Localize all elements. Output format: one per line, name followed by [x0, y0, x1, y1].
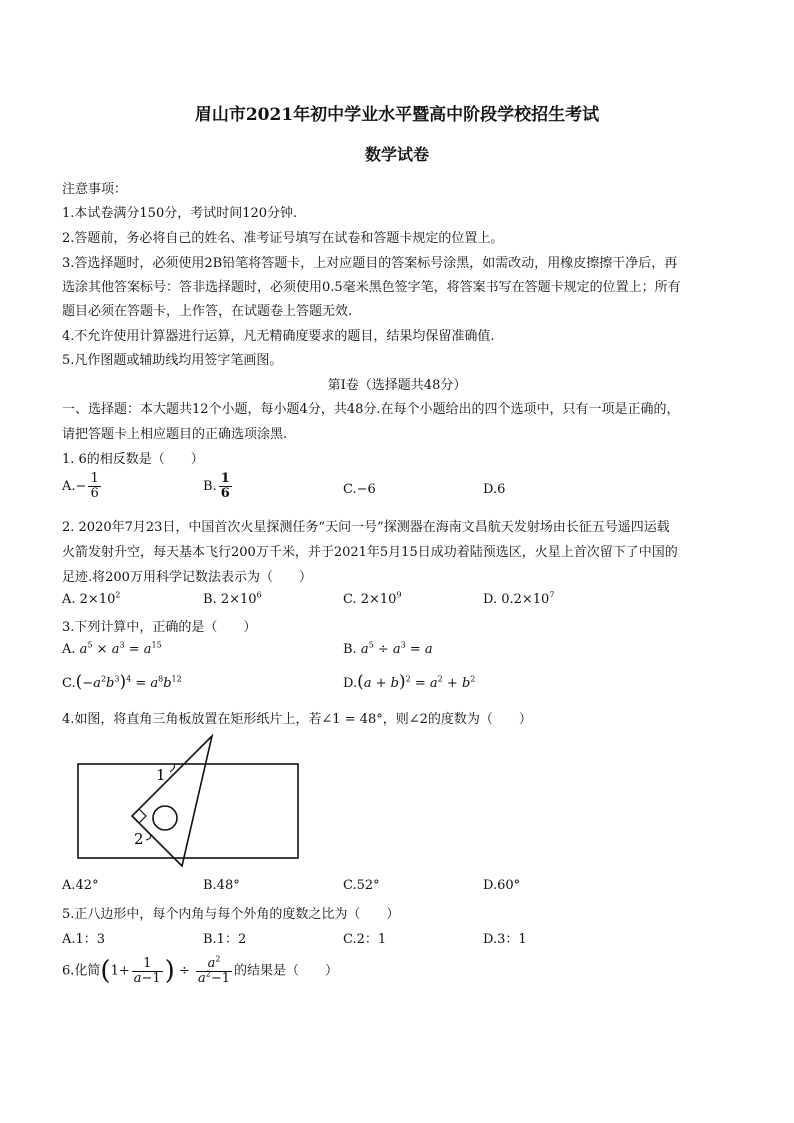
q2-option-c: C. $2\times 10^9$	[343, 590, 402, 607]
angle2-label: 2	[134, 830, 144, 848]
q4-option-a: A.42°	[62, 878, 99, 893]
note-line: 5.凡作图题或辅助线均用签字笔画图。	[62, 353, 283, 368]
q3-option-b: B. $a^5 \div a^3 = a$	[343, 640, 433, 657]
q4-option-c: C.52°	[343, 878, 380, 893]
note-line: 题目必须在答题卡，上作答，在试题卷上答题无效.	[62, 304, 353, 319]
part1-heading: 第Ⅰ卷（选择题共48分）	[327, 378, 467, 393]
note-line: 2.答题前，务必将自己的姓名、准考证号填写在试卷和答题卡规定的位置上。	[62, 231, 504, 246]
right-angle-mark	[132, 809, 146, 823]
q1-option-a: A.− $\frac{1}{6}$	[62, 471, 99, 501]
q6-stem: 6.化简(1+ $\frac{1}{a-1}$ ) ÷ $\frac{a^2}{a^2-1}$ 的结果是（ ）	[62, 954, 339, 986]
q5-option-d: D.3：1	[483, 932, 527, 947]
note-line: 选涂其他答案标号：答非选择题时，必须使用0.5毫米黑色签字笔，将答案书写在答题卡规定的位置上；所有	[62, 280, 681, 295]
q4-figure	[60, 728, 320, 876]
q2-stem: 足迹.将200万用科学记数法表示为（ ）	[62, 570, 312, 585]
q3-option-a: A. $a^5 \times a^3 = a^{15}$	[62, 640, 162, 657]
part1-instructions: 一、选择题：本大题共12个小题，每小题4分，共48分.在每个小题给出的四个选项中，只有一项是正确的，	[62, 402, 680, 417]
q5-option-a: A.1：3	[62, 932, 106, 947]
q3-stem: 3.下列计算中，正确的是（ ）	[62, 620, 257, 635]
angle1-arc	[170, 764, 175, 772]
q1-option-c: C.−6	[343, 482, 376, 497]
q4-option-d: D.60°	[483, 878, 521, 893]
q4-option-b: B.48°	[203, 878, 240, 893]
q5-option-b: B.1：2	[203, 932, 247, 947]
rectangle-paper	[78, 764, 298, 858]
q1-stem: 1. 6的相反数是（ ）	[62, 452, 204, 467]
q1-option-d: D.6	[483, 482, 506, 497]
triangle-hole	[153, 806, 177, 830]
q2-option-b: B. $2\times 10^6$	[203, 590, 262, 607]
note-line: 3.答选择题时，必须使用2B铅笔将答题卡，上对应题目的答案标号涂黑，如需改动，用橡皮擦擦干净后，再	[62, 256, 678, 271]
q2-stem: 火箭发射升空，每天基本飞行200万千米，并于2021年5月15日成功着陆预选区，火星上首次留下了中国的	[62, 545, 678, 560]
note-line: 1.本试卷满分150分，考试时间120分钟.	[62, 206, 298, 221]
notes-heading: 注意事项：	[62, 182, 128, 197]
exam-subtitle: 数学试卷	[364, 145, 429, 164]
q5-stem: 5.正八边形中，每个内角与每个外角的度数之比为（ ）	[62, 907, 400, 922]
q4-stem: 4.如图，将直角三角板放置在矩形纸片上，若∠1 = 48°，则∠2的度数为（ ）	[62, 712, 532, 727]
q1-option-b: B. $\frac{1}{6}$	[203, 471, 230, 501]
q2-stem: 2. 2020年7月23日，中国首次火星探测任务“天问一号”探测器在海南文昌航天发射场由长征五号遥四运载	[62, 520, 670, 535]
q2-option-a: A. $2\times 10^2$	[62, 590, 121, 607]
right-triangle	[132, 736, 212, 866]
part1-instructions: 请把答题卡上相应题目的正确选项涂黑.	[62, 427, 288, 442]
q3-option-c: $C.(-a^2b^3)^4 = a^8b^{12}$	[62, 672, 182, 692]
q2-option-d: D. $0.2\times 10^7$	[483, 590, 555, 607]
q3-option-d: $D.(a + b)^2 = a^2 + b^2$	[343, 672, 476, 692]
q5-option-c: C.2：1	[343, 932, 387, 947]
exam-title: 眉山市2021年初中学业水平暨高中阶段学校招生考试	[194, 105, 600, 125]
angle1-label: 1	[156, 766, 166, 784]
note-line: 4.不允许使用计算器进行运算，凡无精确度要求的题目，结果均保留准确值.	[62, 329, 495, 344]
